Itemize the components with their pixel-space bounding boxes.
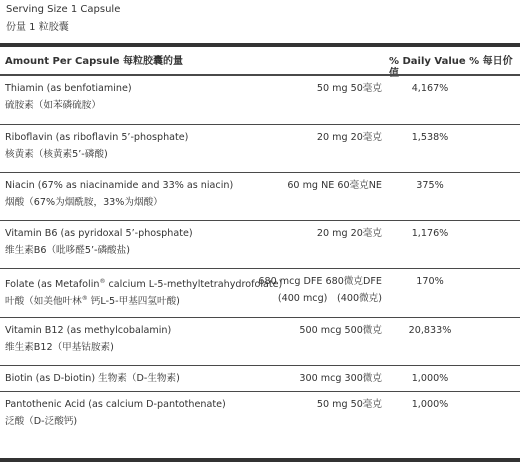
nutrient-row-vitamin-b6: [0, 221, 520, 268]
registered-mark: ®: [99, 278, 106, 285]
nutrient-name: Niacin (67% as niacinamide and 33% as niacin): [5, 180, 234, 191]
nutrient-amount: 500 mcg 500微克: [299, 325, 382, 336]
nutrient-row-pantothenic-acid: [0, 392, 520, 456]
amount-per-capsule-heading: Amount Per Capsule 每粒胶囊的量: [5, 56, 184, 67]
nutrient-row-folate: [0, 269, 520, 317]
nutrient-amount: 60 mg NE 60毫克NE: [287, 180, 382, 191]
nutrient-row-biotin: [0, 366, 520, 391]
nutrient-daily-value: 170%: [416, 276, 444, 287]
nutrient-name-chinese: 烟酸（67%为烟酰胺，33%为烟酸）: [5, 197, 163, 208]
nutrient-name-part: 钙L-5-甲基四氢叶酸): [87, 296, 180, 308]
nutrient-daily-value: 1,538%: [411, 132, 449, 143]
nutrient-row-niacin: [0, 173, 520, 220]
nutrient-daily-value: 1,176%: [411, 228, 449, 239]
nutrient-name-part: calcium L-5-methyltetrahydrofolate): [105, 279, 283, 291]
nutrient-amount-secondary: (400 mcg) (400微克): [277, 293, 382, 304]
nutrient-amount: 20 mg 20毫克: [316, 132, 382, 143]
nutrient-name-part: Folate (as Metafolin: [5, 279, 100, 291]
nutrient-name: Biotin (as D-biotin) 生物素（D-生物素): [5, 373, 180, 384]
nutrient-name: Vitamin B6 (as pyridoxal 5’-phosphate): [5, 228, 193, 239]
nutrient-daily-value: 375%: [416, 180, 444, 191]
nutrient-name-part: 叶酸（如美他叶林: [5, 296, 82, 308]
nutrient-daily-value: 4,167%: [411, 83, 449, 94]
nutrient-name-chinese: [5, 291, 180, 309]
nutrient-amount: 680 mcg DFE 680微克DFE: [258, 276, 382, 287]
nutrient-name-chinese: 硫胺素（如苯磷硫胺）: [5, 100, 101, 111]
nutrient-name: Thiamin (as benfotiamine): [5, 83, 132, 94]
nutrient-name-chinese: 维生素B6（吡哆醛5’-磷酸盐): [5, 245, 130, 256]
serving-size-chinese: 份量 1 粒胶囊: [6, 22, 69, 33]
nutrient-name: Pantothenic Acid (as calcium D-pantothenate): [5, 399, 226, 410]
nutrient-name-chinese: 泛酸（D-泛酸钙): [5, 416, 78, 427]
thick-divider: [0, 43, 520, 47]
nutrient-daily-value: 20,833%: [408, 325, 452, 336]
nutrient-row-riboflavin: [0, 125, 520, 172]
nutrient-name: Riboflavin (as riboflavin 5’-phosphate): [5, 132, 189, 143]
nutrient-amount: 300 mcg 300微克: [299, 373, 382, 384]
nutrient-row-vitamin-b12: [0, 318, 520, 365]
registered-mark: ®: [81, 295, 88, 302]
nutrient-name-chinese: 维生素B12（甲基钴胺素): [5, 342, 114, 353]
daily-value-heading: % Daily Value % 每日价: [389, 56, 513, 67]
nutrient-row-thiamin: [0, 76, 520, 124]
nutrient-amount: 50 mg 50毫克: [316, 399, 382, 410]
nutrient-daily-value: 1,000%: [411, 399, 449, 410]
nutrient-daily-value: 1,000%: [411, 373, 449, 384]
nutrient-amount: 20 mg 20毫克: [316, 228, 382, 239]
nutrient-name: [5, 274, 282, 292]
nutrient-name-chinese: 核黄素（核黄素5’-磷酸): [5, 149, 108, 160]
serving-size: Serving Size 1 Capsule: [6, 4, 121, 15]
bottom-divider: [0, 458, 520, 462]
nutrient-amount: 50 mg 50毫克: [316, 83, 382, 94]
nutrient-name: Vitamin B12 (as methylcobalamin): [5, 325, 172, 336]
